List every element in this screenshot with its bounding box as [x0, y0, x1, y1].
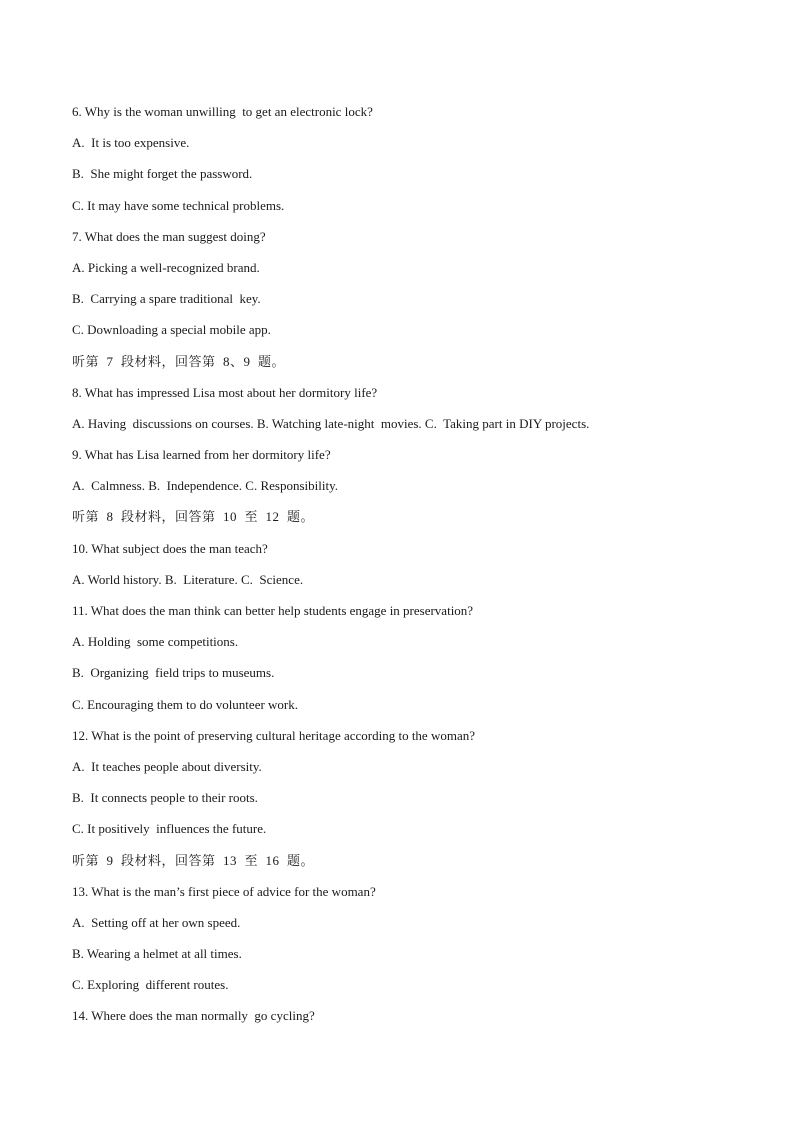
option-12b: B. It connects people to their roots.	[72, 790, 258, 806]
options-9: A. Calmness. B. Independence. C. Responsibility.	[72, 478, 338, 494]
question-7: 7. What does the man suggest doing?	[72, 228, 266, 244]
option-11b: B. Organizing field trips to museums.	[72, 665, 275, 681]
question-11: 11. What does the man think can better help students engage in preservation?	[72, 603, 474, 618]
option-11a: A. Holding some competitions.	[72, 634, 239, 650]
question-13: 13. What is the man’s first piece of advice for the woman?	[72, 883, 376, 899]
option-7a: A. Picking a well-recognized brand.	[72, 259, 260, 275]
options-10: A. World history. B. Literature. C. Science.	[72, 571, 304, 587]
option-13b: B. Wearing a helmet at all times.	[72, 946, 242, 962]
section-instruction-7: 听第 7 段材料，回答第 8、9 题。	[72, 353, 286, 369]
option-13c: C. Exploring different routes.	[72, 977, 229, 993]
question-10: 10. What subject does the man teach?	[72, 540, 268, 556]
option-13a: A. Setting off at her own speed.	[72, 914, 241, 930]
option-6a: A. It is too expensive.	[72, 135, 190, 151]
question-12: 12. What is the point of preserving cultural heritage according to the woman?	[72, 727, 475, 743]
option-6b: B. She might forget the password.	[72, 166, 253, 182]
question-8: 8. What has impressed Lisa most about her dormitory life?	[72, 384, 378, 400]
option-12c: C. It positively influences the future.	[72, 821, 267, 837]
question-14: 14. Where does the man normally go cycling?	[72, 1008, 315, 1024]
option-7b: B. Carrying a spare traditional key.	[72, 291, 261, 307]
question-9: 9. What has Lisa learned from her dormitory life?	[72, 447, 331, 463]
option-12a: A. It teaches people about diversity.	[72, 758, 262, 774]
section-instruction-9: 听第 9 段材料，回答第 13 至 16 题。	[72, 852, 315, 868]
option-11c: C. Encouraging them to do volunteer work.	[72, 696, 299, 712]
question-list	[72, 102, 732, 1038]
options-8: A. Having discussions on courses. B. Watching late-night movies. C. Taking part in DIY projects.	[72, 415, 590, 431]
question-6: 6. Why is the woman unwilling to get an electronic lock?	[72, 104, 373, 119]
option-6c: C. It may have some technical problems.	[72, 197, 285, 213]
section-instruction-8: 听第 8 段材料，回答第 10 至 12 题。	[72, 509, 315, 525]
option-7c: C. Downloading a special mobile app.	[72, 322, 271, 338]
